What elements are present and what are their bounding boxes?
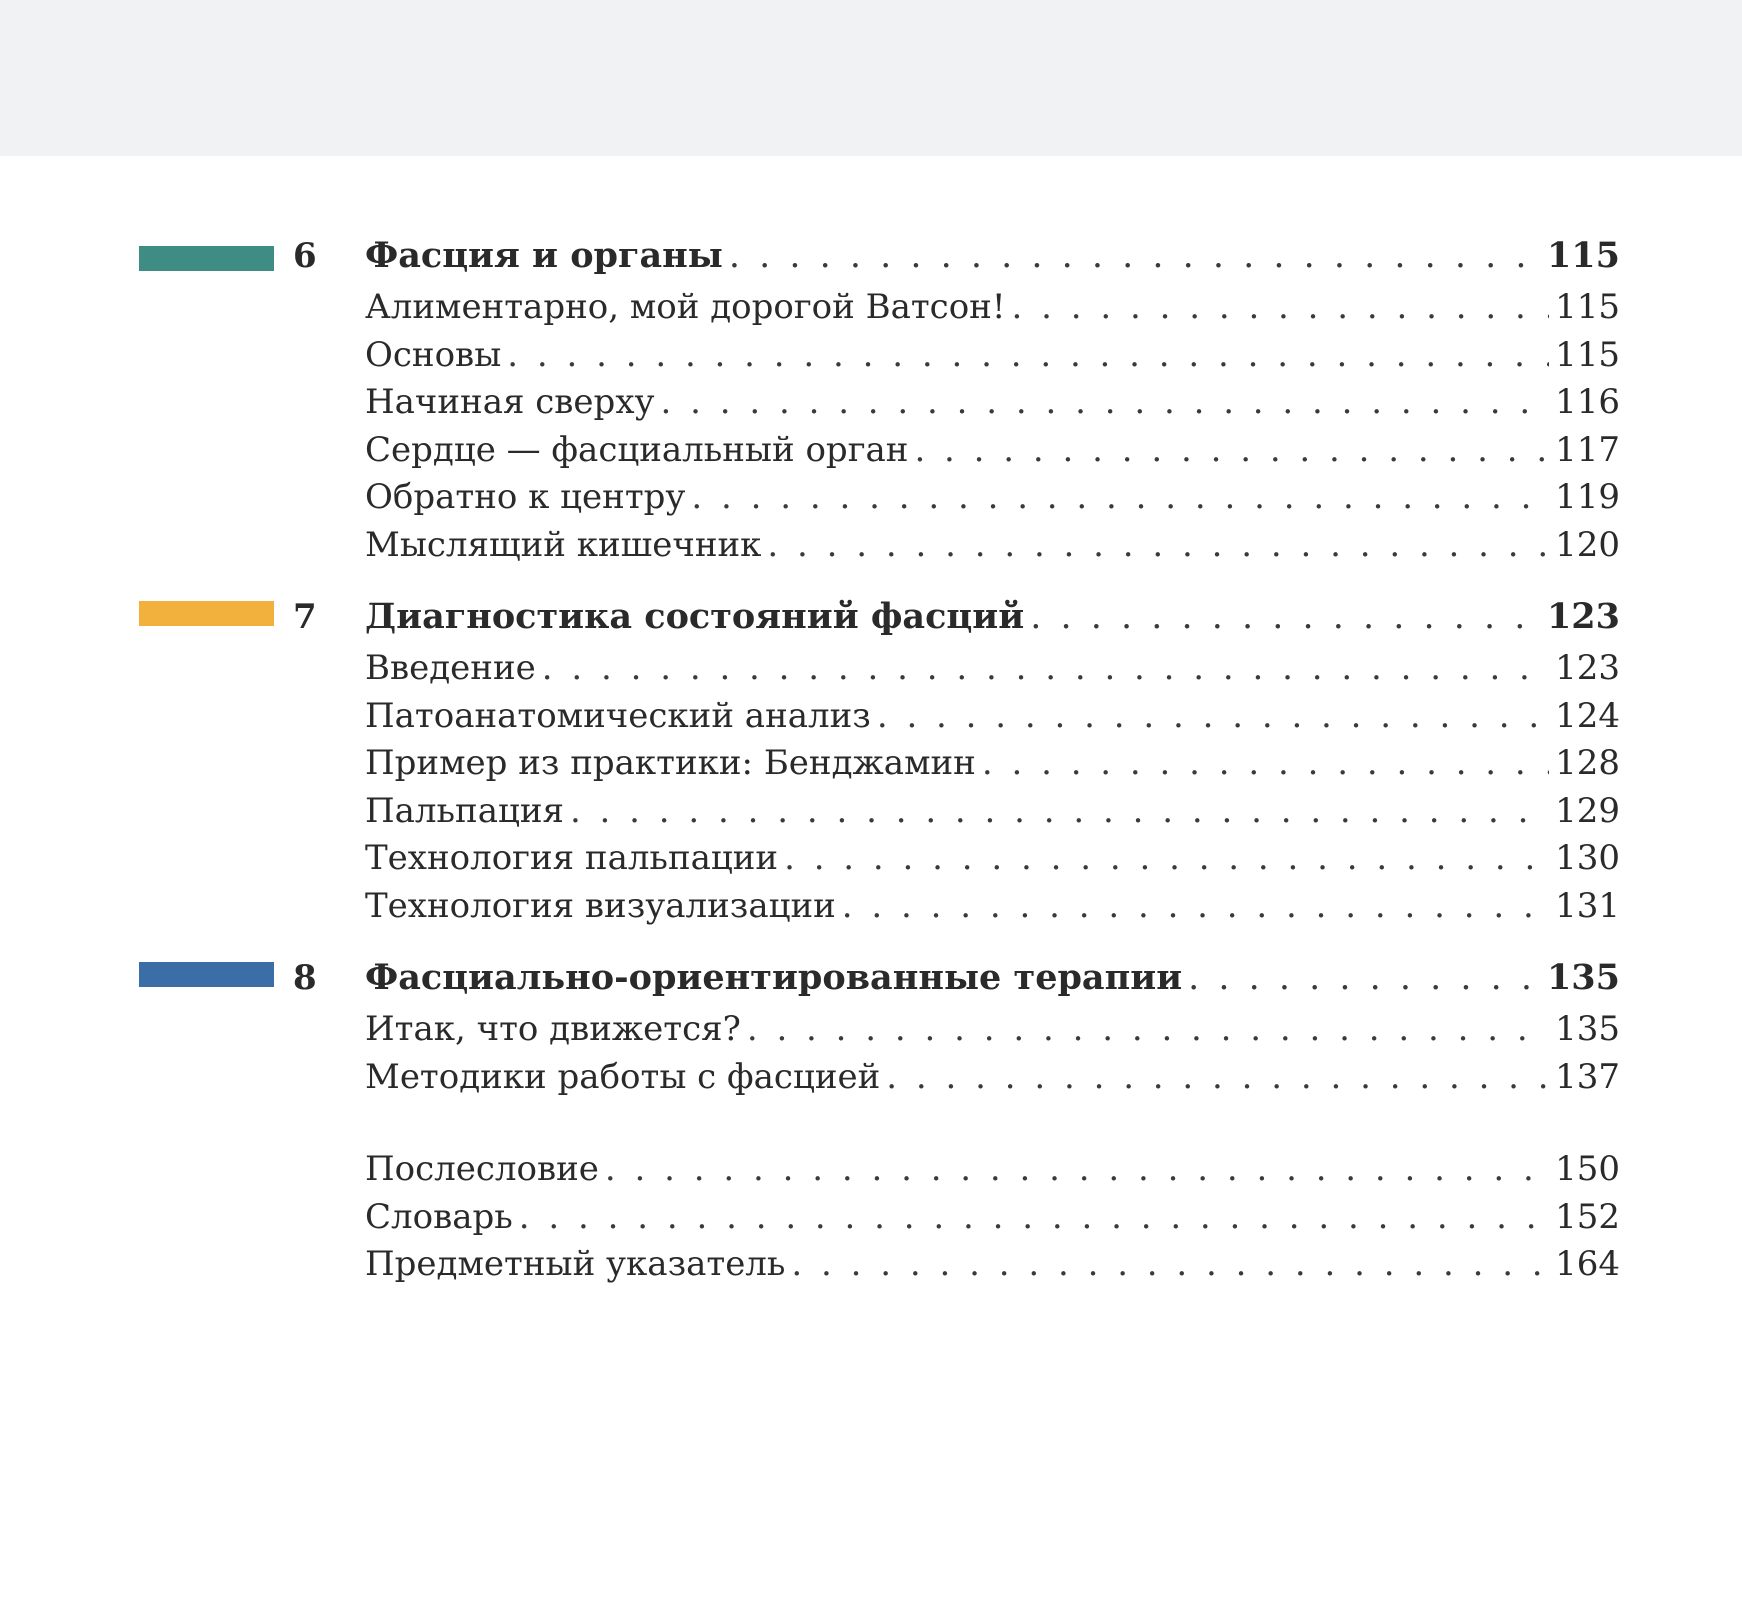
- dot-leader: [886, 1054, 1549, 1102]
- toc-page-number: 115: [1555, 334, 1620, 375]
- toc-entry-title: Обратно к центру: [365, 477, 686, 517]
- toc-entry-title: Пример из практики: Бенджамин: [365, 743, 976, 783]
- chapter-color-bar: [139, 601, 274, 626]
- toc-page-number: 123: [1546, 596, 1620, 637]
- toc-entry-title: Алиментарно, мой дорогой Ватсон!: [365, 287, 1006, 327]
- toc-chapter-title: Фасциально-ориентированные терапии: [365, 957, 1183, 998]
- toc-page-number: 130: [1555, 838, 1620, 878]
- toc-entry-title: Начиная сверху: [365, 382, 655, 422]
- toc-entry[interactable]: [365, 835, 1620, 883]
- spacer: [0, 930, 1742, 950]
- toc-page-number: 117: [1555, 429, 1620, 470]
- chapter-color-bar: [139, 246, 274, 271]
- dot-leader: [729, 228, 1541, 284]
- toc-page-number: 124: [1555, 695, 1620, 736]
- toc-page-number: 115: [1555, 287, 1620, 327]
- dot-leader: [767, 522, 1549, 570]
- toc-entry-title: Предметный указатель: [365, 1244, 786, 1284]
- toc-entry[interactable]: [365, 1006, 1620, 1054]
- toc-entry[interactable]: [365, 645, 1620, 693]
- toc-entry-title: Послесловие: [365, 1149, 599, 1189]
- toc-page-number: 164: [1555, 1244, 1620, 1284]
- toc-entry-title: Технология визуализации: [365, 885, 836, 926]
- dot-leader: [747, 1006, 1549, 1054]
- toc-chapter-heading[interactable]: [365, 589, 1620, 645]
- toc-chapter-heading[interactable]: [365, 228, 1620, 284]
- toc-entry-title: Патоанатомический анализ: [365, 695, 871, 736]
- toc-entry-title: Итак, что движется?: [365, 1009, 741, 1049]
- toc-page-number: 152: [1555, 1196, 1620, 1237]
- toc-entry-title: Методики работы с фасцией: [365, 1056, 881, 1097]
- toc-entry[interactable]: [365, 332, 1620, 380]
- toc-entry[interactable]: [365, 1194, 1620, 1242]
- toc-entry[interactable]: [365, 522, 1620, 570]
- dot-leader: [914, 427, 1549, 475]
- toc-page-number: 137: [1555, 1056, 1620, 1097]
- dot-leader: [605, 1146, 1549, 1194]
- toc-entry-title: Сердце — фасциальный орган: [365, 429, 909, 470]
- toc-page-number: 135: [1555, 1009, 1620, 1049]
- toc-chapter-title: Фасция и органы: [365, 235, 723, 276]
- toc-entry-title: Словарь: [365, 1196, 513, 1237]
- toc-entry[interactable]: [365, 474, 1620, 522]
- chapter-6: [0, 228, 1742, 569]
- toc-page-number: 120: [1555, 524, 1620, 565]
- toc-entry-title: Мыслящий кишечник: [365, 524, 762, 565]
- dot-leader: [1188, 950, 1541, 1006]
- toc-entry[interactable]: [365, 883, 1620, 931]
- toc-page-number: 135: [1546, 957, 1620, 998]
- toc-page-number: 115: [1546, 235, 1620, 276]
- dot-leader: [691, 474, 1549, 522]
- dot-leader: [1030, 589, 1541, 645]
- toc-entry[interactable]: [365, 788, 1620, 836]
- toc-entry[interactable]: [365, 1241, 1620, 1289]
- toc-entry[interactable]: [365, 1146, 1620, 1194]
- toc-entry-title: Технология пальпации: [365, 838, 779, 878]
- toc-entry-title: Основы: [365, 334, 502, 375]
- toc-page-number: 150: [1555, 1149, 1620, 1189]
- top-band: [0, 0, 1742, 156]
- toc-page-number: 129: [1555, 790, 1620, 831]
- toc-page-number: 119: [1555, 477, 1620, 517]
- toc-entry-title: Введение: [365, 648, 536, 688]
- chapter-number: 7: [293, 597, 317, 637]
- dot-leader: [1012, 284, 1550, 332]
- toc-page-number: 131: [1555, 885, 1620, 926]
- dot-leader: [542, 645, 1549, 693]
- toc-page-number: 116: [1555, 382, 1620, 422]
- chapter-number: 8: [293, 958, 317, 998]
- chapter-8: [0, 950, 1742, 1101]
- toc-entry[interactable]: [365, 740, 1620, 788]
- toc-entry-title: Пальпация: [365, 790, 564, 831]
- toc-chapter-heading[interactable]: [365, 950, 1620, 1006]
- spacer: [0, 569, 1742, 589]
- chapter-color-bar: [139, 962, 274, 987]
- back-matter: [0, 1146, 1742, 1289]
- toc-page-number: 123: [1555, 648, 1620, 688]
- dot-leader: [570, 788, 1549, 836]
- spacer: [0, 1101, 1742, 1146]
- table-of-contents: [0, 228, 1742, 1289]
- dot-leader: [507, 332, 1549, 380]
- toc-entry[interactable]: [365, 427, 1620, 475]
- dot-leader: [661, 379, 1550, 427]
- dot-leader: [877, 693, 1549, 741]
- toc-entry[interactable]: [365, 1054, 1620, 1102]
- dot-leader: [519, 1194, 1549, 1242]
- toc-entry[interactable]: [365, 284, 1620, 332]
- dot-leader: [791, 1241, 1549, 1289]
- dot-leader: [784, 835, 1549, 883]
- dot-leader: [982, 740, 1549, 788]
- chapter-7: [0, 589, 1742, 930]
- toc-page-number: 128: [1555, 743, 1620, 783]
- toc-entry[interactable]: [365, 379, 1620, 427]
- chapter-number: 6: [293, 236, 317, 276]
- toc-chapter-title: Диагностика состояний фасций: [365, 596, 1025, 637]
- dot-leader: [842, 883, 1549, 931]
- toc-entry[interactable]: [365, 693, 1620, 741]
